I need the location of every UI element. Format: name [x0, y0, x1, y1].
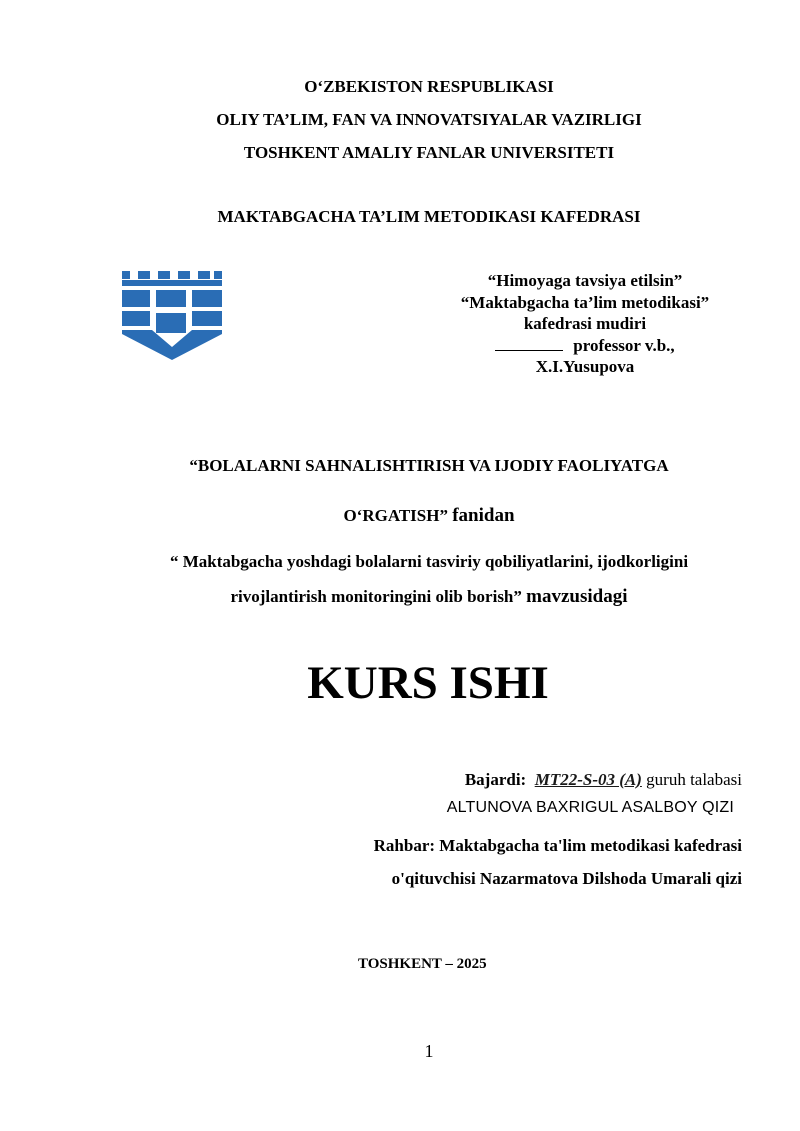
course-fanidan: fanidan [452, 505, 515, 526]
approval-position: professor v.b., [573, 335, 675, 355]
signature-line [495, 338, 563, 351]
approval-department-name: “Maktabgacha ta’lim metodikasi” [460, 292, 710, 312]
header-department: MAKTABGACHA TA’LIM METODIKASI KAFEDRASI [217, 207, 641, 226]
topic-end: rivojlantirish monitoringini olib borish” [230, 587, 522, 606]
author-label: Bajardi: [464, 770, 527, 789]
approval-recommendation: “Himoyaga tavsiya etilsin” [487, 271, 683, 290]
header-ministry: OLIY TA’LIM, FAN VA INNOVATSIYALAR VAZIRLIGI [216, 110, 642, 129]
course-title-line1: “BOLALARNI SAHNALISHTIRISH VA IJODIY FAOLIYATGA [189, 456, 669, 475]
course-title-end: O‘RGATISH” [343, 506, 448, 525]
page-number: 1 [424, 1041, 434, 1061]
course-title-line2 [0, 505, 800, 527]
approval-head-title: kafedrasi mudiri [523, 314, 647, 333]
supervisor-line2: o'qituvchisi Nazarmatova Dilshoda Umarali qizi [391, 869, 742, 888]
document-title: KURS ISHI [307, 657, 549, 709]
group-code: MT22-S-03 (A) [534, 770, 642, 789]
group-suffix: guruh talabasi [646, 770, 742, 789]
header-university: TOSHKENT AMALIY FANLAR UNIVERSITETI [243, 143, 615, 162]
city-year: TOSHKENT – 2025 [358, 956, 487, 972]
supervisor-line1: Rahbar: Maktabgacha ta'lim metodikasi kafedrasi [373, 836, 742, 855]
topic-line1: “ Maktabgacha yoshdagi bolalarni tasviriy qobiliyatlarini, ijodkorligini [169, 552, 689, 571]
topic-line2 [0, 586, 800, 608]
approval-signature-row [430, 335, 740, 357]
header-country: O‘ZBEKISTON RESPUBLIKASI [304, 77, 554, 96]
student-name: ALTUNOVA BAXRIGUL ASALBOY QIZI [446, 799, 734, 816]
approval-head-name: X.I.Yusupova [535, 357, 635, 376]
author-group-line [465, 770, 742, 790]
approval-block [430, 270, 740, 378]
university-shield-logo-icon [122, 271, 222, 361]
topic-mavzusidagi: mavzusidagi [526, 586, 628, 607]
